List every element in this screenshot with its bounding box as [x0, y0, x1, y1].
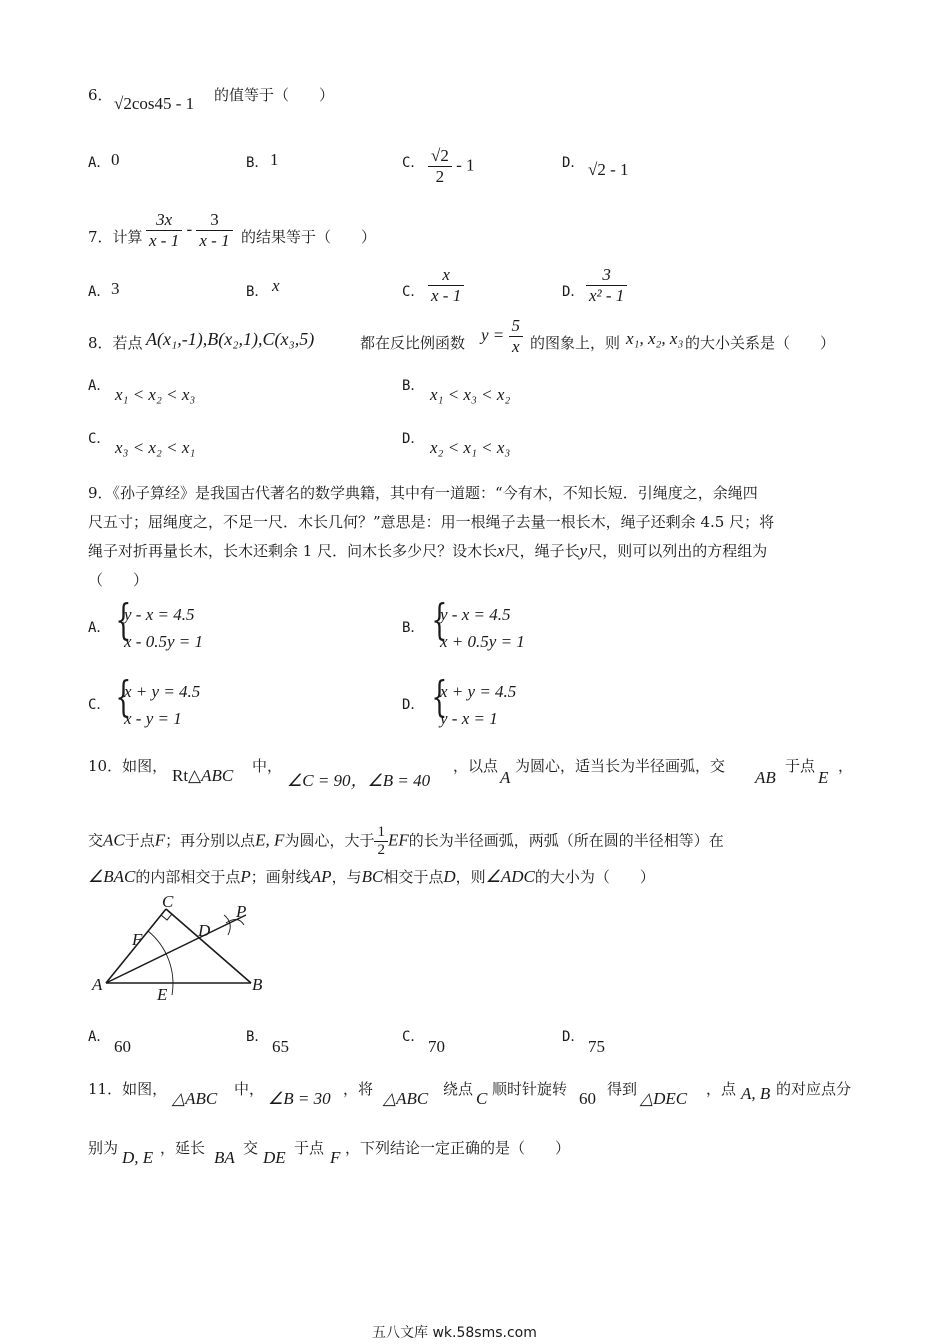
q10-zhong: 中， [252, 757, 283, 775]
q7-option-a: 3 [111, 279, 120, 298]
q9-option-d-label: D． [402, 697, 425, 713]
q6-option-d: √2 - 1 [588, 160, 629, 179]
q11-text-7: 的对应点分 [776, 1080, 852, 1098]
q6-option-a-label: A． [88, 155, 111, 171]
q9-line-1: 9．《孙子算经》是我国古代著名的数学典籍，其中有一道题：“今有木，不知长短．引绳度之，余绳四 [88, 484, 758, 502]
q6-option-a: 0 [111, 150, 120, 169]
q8-option-c: x₃ < x₂ < x₁ [115, 438, 196, 457]
q10-option-d-label: D． [562, 1029, 585, 1045]
q6-expression: √2cos45 - 1 [114, 94, 195, 113]
q10-option-b: 65 [272, 1037, 289, 1056]
q11-segment-de: DE [263, 1148, 286, 1167]
q9-option-c-eq2: x - y = 1 [124, 709, 182, 728]
q9-option-b-eq1: y - x = 4.5 [440, 605, 511, 624]
q11-point-f: F [330, 1148, 341, 1167]
q10-triangle: Rt△ABC [172, 766, 234, 785]
q11-text-6: ，点 [706, 1080, 737, 1098]
q10-option-a-label: A． [88, 1029, 111, 1045]
q10-label-c: C [162, 895, 174, 911]
q8-option-b: x₁ < x₃ < x₂ [430, 385, 511, 404]
q9-option-b-brace: { [431, 595, 448, 644]
q10-text-3: 于点 [785, 757, 816, 775]
q9-option-a-eq2: x - 0.5y = 1 [124, 632, 203, 651]
q9-line-4: （ ） [88, 571, 149, 589]
q10-segment-ab: AB [755, 768, 776, 787]
q11-points-de: D, E [122, 1148, 154, 1167]
q10-label-p: P [236, 902, 247, 921]
q10-figure [86, 895, 276, 1005]
q7-option-b-label: B． [246, 284, 269, 300]
q11-line-2-text-b: ，延长 [160, 1139, 206, 1157]
q11-line-2-text-c: 交 [243, 1139, 259, 1157]
q11-text-3: 绕点 [443, 1080, 474, 1098]
q11-number: 11．如图， [88, 1080, 168, 1098]
q11-line-2-start: 别为 [88, 1139, 119, 1157]
q9-option-d-eq2: y - x = 1 [440, 709, 498, 728]
q10-label-f: F [132, 930, 143, 949]
q8-mid: 都在反比例函数 [360, 334, 466, 352]
q10-angles: ∠C = 90，∠B = 40 [287, 771, 431, 790]
q9-option-c-eq1: x + y = 4.5 [124, 682, 201, 701]
q7-option-b: x [272, 276, 280, 295]
q8-option-a-label: A． [88, 378, 111, 394]
q8-option-d-label: D． [402, 431, 425, 447]
q8-points: A(x₁,-1),B(x₂,1),C(x₃,5) [146, 329, 315, 349]
q10-option-c: 70 [428, 1037, 445, 1056]
q10-number: 10．如图， [88, 757, 168, 775]
q10-label-d: D [198, 921, 211, 940]
q11-line-2-text-e: ，下列结论一定正确的是（ ） [345, 1139, 571, 1157]
q9-option-a-brace: { [115, 595, 132, 644]
q9-option-c-brace: { [115, 672, 132, 721]
q10-label-b: B [252, 975, 263, 994]
q8-mid2: 的图象上，则 [530, 334, 621, 352]
q8-option-c-label: C． [88, 431, 111, 447]
q9-option-d-eq1: x + y = 4.5 [440, 682, 517, 701]
q9-option-b-label: B． [402, 620, 425, 636]
q10-line-3: ∠BAC的内部相交于点P；画射线AP，与BC相交于点D，则∠ADC的大小为（ ） [88, 867, 655, 886]
q6-option-c-label: C． [402, 155, 425, 171]
q11-text-4: 顺时针旋转 [492, 1080, 568, 1098]
q9-option-a-eq1: y - x = 4.5 [124, 605, 195, 624]
q11-point-c: C [476, 1089, 488, 1108]
q6-option-d-label: D． [562, 155, 585, 171]
q10-option-b-label: B． [246, 1029, 269, 1045]
q6-tail: 的值等于（ ） [214, 86, 335, 104]
q11-points-ab: A, B [741, 1084, 771, 1103]
q8-tail: 的大小关系是（ ） [685, 334, 836, 352]
q6-option-b: 1 [270, 150, 279, 169]
q10-text-1: ，以点 [453, 757, 499, 775]
q10-ray-ap [106, 915, 246, 983]
q7-option-d: $\frac{3}{\text{x² - 1}}$ [586, 265, 627, 306]
q10-point-e: E [818, 768, 829, 787]
footer-watermark: 五八文库 wk.58sms.com [372, 1325, 537, 1341]
q10-point-a: A [500, 768, 511, 787]
q11-degree: 60 [579, 1089, 596, 1108]
q11-text-2: ，将 [343, 1080, 374, 1098]
q8-function: y = $\frac{5}{x}$ [481, 316, 523, 357]
q8-number: 8．若点 [88, 334, 143, 352]
q10-option-a: 60 [114, 1037, 131, 1056]
q11-line-2-text-d: 于点 [294, 1139, 325, 1157]
q9-option-d-brace: { [431, 672, 448, 721]
q7-number: 7．计算 [88, 228, 143, 246]
q7-option-d-label: D． [562, 284, 585, 300]
q11-triangle-2: △ABC [383, 1089, 429, 1108]
q9-option-a-label: A． [88, 620, 111, 636]
q10-option-d: 75 [588, 1037, 605, 1056]
q7-option-c-label: C． [402, 284, 425, 300]
q7-option-c: $\frac{x}{x - 1}$ [428, 265, 464, 306]
q11-text-5: 得到 [607, 1080, 638, 1098]
q11-segment-ba: BA [214, 1148, 235, 1167]
q10-label-e: E [157, 985, 168, 1004]
q10-option-c-label: C． [402, 1029, 425, 1045]
q11-text-1: 中， [234, 1080, 265, 1098]
q6-option-c: $\frac{√2}{2}$ - 1 [428, 146, 475, 187]
q9-option-c-label: C． [88, 697, 111, 713]
q9-line-2: 尺五寸；屈绳度之，不足一尺．木长几何？”意思是：用一根绳子去量一根长木，绳子还剩余 4.5 尺；将 [88, 513, 775, 531]
q8-option-d: x₂ < x₁ < x₃ [430, 438, 511, 457]
q8-vars: x₁, x₂, x₃ [626, 329, 684, 348]
q8-option-a: x₁ < x₂ < x₃ [115, 385, 196, 404]
q10-label-a: A [92, 975, 103, 994]
q11-triangle-3: △DEC [640, 1089, 688, 1108]
q10-text-4: ， [838, 757, 854, 775]
q10-line-2: 交AC于点F；再分别以点E, F为圆心，大于 $\frac{1}{2}$ EF的长为半径画弧，两弧（所在圆的半径相等）在 [88, 824, 724, 858]
q11-angle: ∠B = 30 [268, 1089, 331, 1108]
q6-option-b-label: B． [246, 155, 269, 171]
q7-option-a-label: A． [88, 284, 111, 300]
q11-triangle-1: △ABC [172, 1089, 218, 1108]
q7-expression: $\frac{3x}{x - 1}$ - $\frac{3}{x - 1}$ [146, 210, 233, 251]
q10-text-2: 为圆心，适当长为半径画弧，交 [515, 757, 726, 775]
q6-number: 6． [88, 86, 113, 104]
q9-line-3: 绳子对折再量长木，长木还剩余 1 尺．问木长多少尺？设木长x尺，绳子长y尺，则可以列出的方程组为 [88, 541, 768, 560]
q7-tail: 的结果等于（ ） [241, 228, 377, 246]
q8-option-b-label: B． [402, 378, 425, 394]
q9-option-b-eq2: x + 0.5y = 1 [440, 632, 525, 651]
